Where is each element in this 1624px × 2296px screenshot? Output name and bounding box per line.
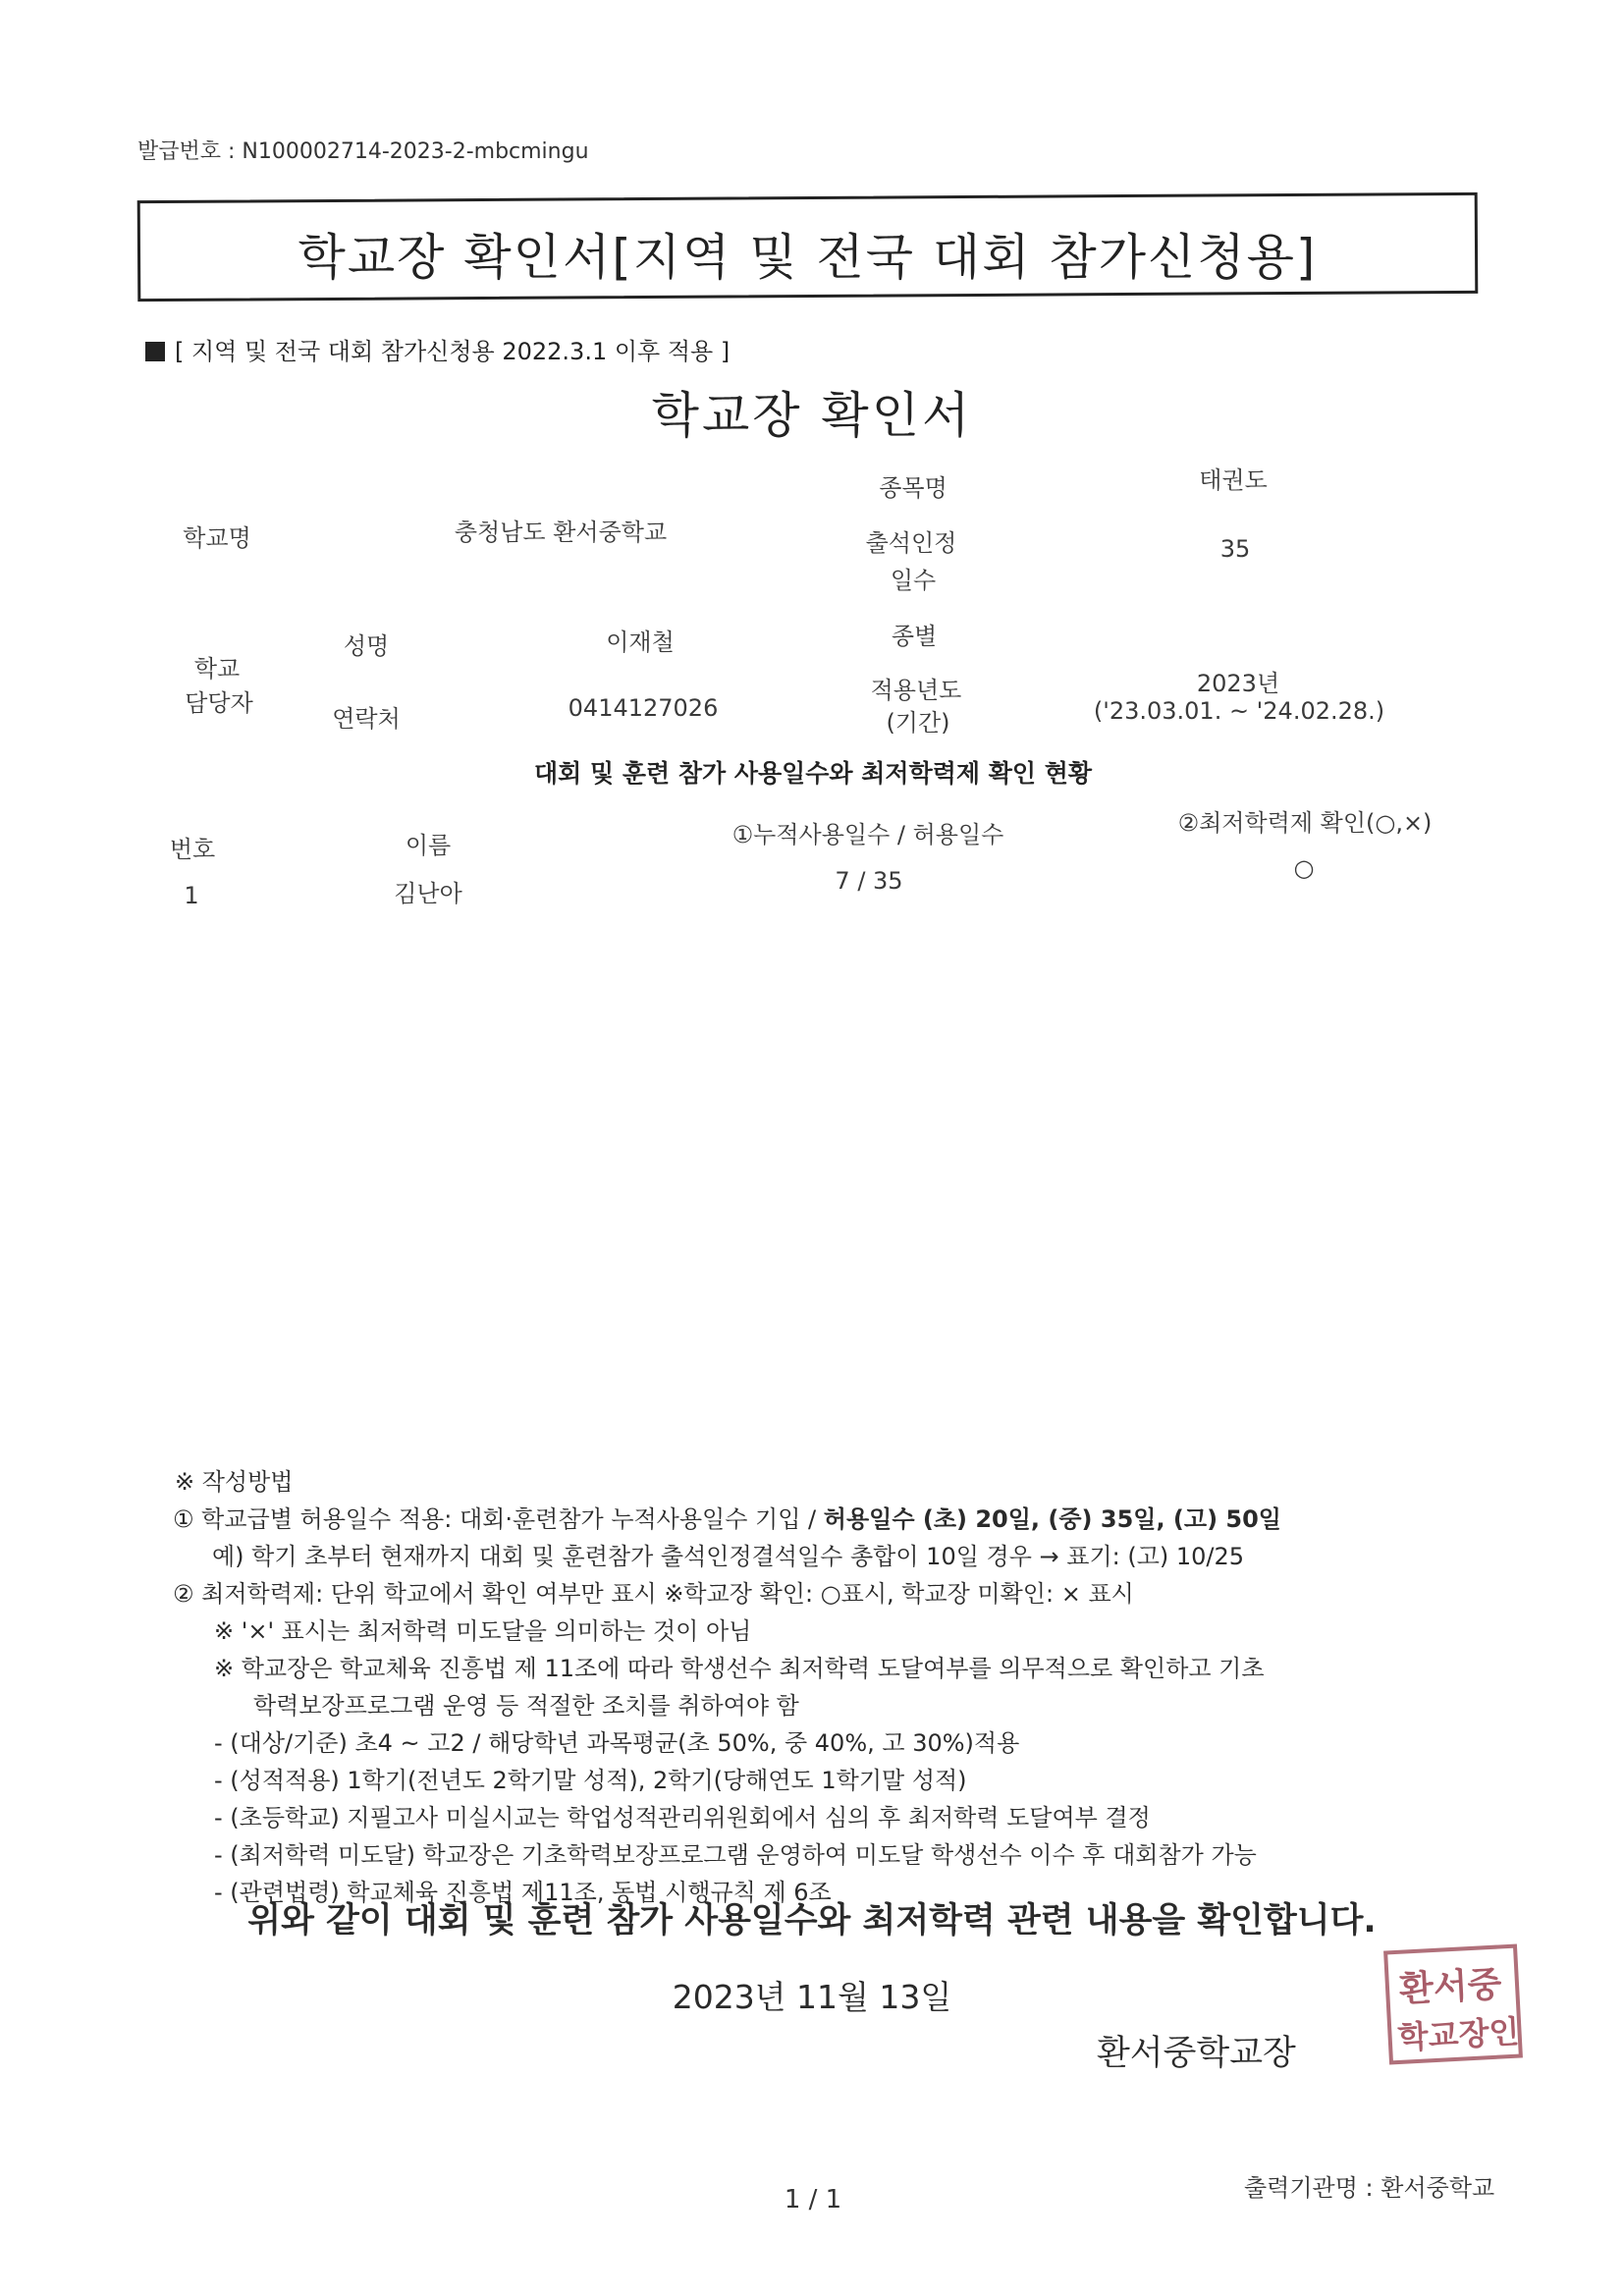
seal-text-top: 환서중 (1398, 1964, 1503, 2010)
note-below-minimum: - (최저학력 미도달) 학교장은 기초학력보장프로그램 운영하여 미도달 학생선수 이수 후 대회참가 가능 (214, 1841, 1257, 1869)
note-elementary: - (초등학교) 지필고사 미실시교는 학업성적관리위원회에서 심의 후 최저학력 도달여부 결정 (214, 1804, 1151, 1831)
writing-instructions (175, 1463, 1281, 1911)
principal-signature: 환서중학교장 (1097, 2034, 1296, 2073)
row-name: 김난아 (394, 880, 462, 907)
table-header-name: 이름 (405, 832, 452, 859)
name-label: 성명 (343, 632, 390, 660)
school-value: 충청남도 환서중학교 (454, 519, 668, 546)
manager-label-line1: 학교 (193, 655, 241, 683)
table-header-days: ①누적사용일수 / 허용일수 (731, 821, 1004, 848)
row-days: 7 / 35 (835, 867, 903, 895)
page-number: 1 / 1 (784, 2185, 842, 2214)
banner-title: 학교장 확인서[지역 및 전국 대회 참가신청용] (298, 229, 1318, 286)
note-principal-duty: ※ 학교장은 학교체육 진흥법 제 11조에 따라 학생선수 최저학력 도달여부를 의무적으로 확인하고 기초 (214, 1655, 1265, 1682)
confirmation-statement: 위와 같이 대회 및 훈련 참가 사용일수와 최저학력 관련 내용을 확인합니다. (247, 1901, 1377, 1941)
note-allowed-days: ① 학교급별 허용일수 적용: 대회·훈련참가 누적사용일수 기입 / 허용일수 (초) 20일, (중) 35일, (고) 50일 (173, 1505, 1281, 1533)
period-value: ('23.03.01. ~ '24.02.28.) (1093, 697, 1385, 725)
attendance-value: 35 (1219, 535, 1251, 563)
document-title: 학교장 확인서 (651, 387, 973, 444)
application-note (145, 332, 730, 366)
name-value: 이재철 (606, 629, 675, 656)
issue-number: 발급번호 : N100002714-2023-2-mbcmingu (137, 139, 589, 164)
row-academic-check: ○ (1293, 854, 1315, 882)
note-grades: - (성적적용) 1학기(전년도 2학기말 성적), 2학기(당해연도 1학기말 성적) (214, 1767, 967, 1794)
row-number: 1 (184, 882, 199, 909)
sport-label: 종목명 (879, 474, 947, 502)
issue-date: 2023년 11월 13일 (672, 1978, 952, 2016)
note-principal-duty-cont: 학력보장프로그램 운영 등 적절한 조치를 취하여야 함 (253, 1692, 799, 1720)
contact-value: 0414127026 (568, 694, 719, 722)
category-label: 종별 (891, 623, 938, 650)
year-label-line2: (기간) (886, 709, 950, 737)
school-seal-stamp (1383, 1944, 1523, 2065)
sport-value: 태권도 (1199, 466, 1268, 494)
attendance-label-line2: 일수 (890, 567, 937, 594)
table-header-number: 번호 (169, 836, 216, 863)
application-note-text: [ 지역 및 전국 대회 참가신청용 2022.3.1 이후 적용 ] (175, 338, 731, 365)
year-label-line1: 적용년도 (870, 677, 962, 704)
notes-heading: ※ 작성방법 (175, 1468, 294, 1496)
table-header-academic: ②최저학력제 확인(○,×) (1177, 809, 1433, 837)
issuing-institution: 출력기관명 : 환서중학교 (1244, 2174, 1495, 2202)
square-bullet-icon (145, 342, 165, 361)
manager-label-line2: 담당자 (185, 689, 253, 717)
section-title: 대회 및 훈련 참가 사용일수와 최저학력제 확인 현황 (533, 759, 1093, 788)
seal-text-bottom-b: 장인 (1457, 2012, 1521, 2053)
note-x-meaning: ※ '×' 표시는 최저학력 미도달을 의미하는 것이 아님 (214, 1617, 752, 1645)
contact-label: 연락처 (332, 705, 401, 733)
note-target: - (대상/기준) 초4 ~ 고2 / 해당학년 과목평균(초 50%, 중 40%, 고 30%)적용 (214, 1729, 1020, 1757)
note-example: 예) 학기 초부터 현재까지 대회 및 훈련참가 출석인정결석일수 총합이 10일 경우 → 표기: (고) 10/25 (212, 1543, 1245, 1570)
year-value: 2023년 (1196, 670, 1280, 697)
school-label: 학교명 (183, 524, 251, 552)
note-related-law: - (관련법령) 학교체육 진흥법 제11조, 동법 시행규칙 제 6조 (214, 1879, 832, 1906)
seal-text-bottom-a: 학교 (1396, 2015, 1460, 2056)
attendance-label-line1: 출석인정 (865, 529, 957, 557)
note-minimum-academic: ② 최저학력제: 단위 학교에서 확인 여부만 표시 ※학교장 확인: ○표시, 학교장 미확인: × 표시 (173, 1580, 1134, 1608)
